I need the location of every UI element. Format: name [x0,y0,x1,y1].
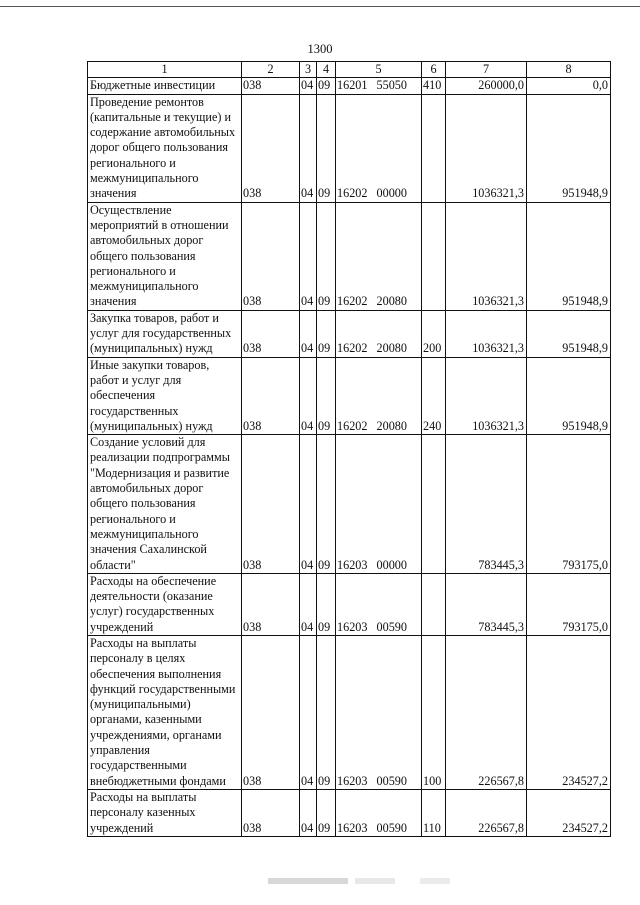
table-row [88,573,611,635]
target-code-cell: 16203 00590 [336,635,422,789]
subsection-code-cell: 09 [317,78,336,94]
ministry-code-cell: 038 [242,573,300,635]
header-cell: 6 [422,62,446,78]
scan-artifact [420,878,450,884]
target-code-cell: 16203 00590 [336,789,422,836]
item-name-cell: Расходы на выплаты персоналу казенных учреждений [88,789,242,836]
amount-year1-cell: 226567,8 [446,789,527,836]
target-code-cell: 16203 00590 [336,573,422,635]
section-code-cell: 04 [300,573,317,635]
amount-year1-cell: 783445,3 [446,435,527,574]
expense-type-cell [422,435,446,574]
header-cell: 4 [317,62,336,78]
item-name-cell: Закупка товаров, работ и услуг для государственных (муниципальных) нужд [88,310,242,357]
table-row [88,357,611,434]
header-cell: 2 [242,62,300,78]
ministry-code-cell: 038 [242,78,300,94]
amount-year1-cell: 226567,8 [446,635,527,789]
header-cell: 1 [88,62,242,78]
target-code-cell: 16202 20080 [336,310,422,357]
subsection-code-cell: 09 [317,435,336,574]
header-cell: 3 [300,62,317,78]
expense-type-cell [422,94,446,202]
table-row [88,635,611,789]
amount-year1-cell: 1036321,3 [446,357,527,434]
expense-type-cell [422,202,446,310]
budget-table [87,61,611,837]
ministry-code-cell: 038 [242,357,300,434]
header-cell: 8 [527,62,611,78]
amount-year1-cell: 260000,0 [446,78,527,94]
scan-artifact [268,878,348,884]
expense-type-cell: 100 [422,635,446,789]
amount-year1-cell: 1036321,3 [446,94,527,202]
section-code-cell: 04 [300,789,317,836]
subsection-code-cell: 09 [317,573,336,635]
expense-type-cell [422,573,446,635]
header-cell: 7 [446,62,527,78]
section-code-cell: 04 [300,78,317,94]
expense-type-cell: 240 [422,357,446,434]
amount-year2-cell: 234527,2 [527,635,611,789]
ministry-code-cell: 038 [242,94,300,202]
subsection-code-cell: 09 [317,635,336,789]
item-name-cell: Иные закупки товаров, работ и услуг для обеспечения государственных (муниципальных) нужд [88,357,242,434]
subsection-code-cell: 09 [317,94,336,202]
expense-type-cell: 110 [422,789,446,836]
target-code-cell: 16202 20080 [336,357,422,434]
amount-year1-cell: 1036321,3 [446,310,527,357]
ministry-code-cell: 038 [242,635,300,789]
table-row [88,78,611,94]
target-code-cell: 16202 00000 [336,94,422,202]
item-name-cell: Расходы на обеспечение деятельности (оказание услуг) государственных учреждений [88,573,242,635]
item-name-cell: Бюджетные инвестиции [88,78,242,94]
amount-year2-cell: 234527,2 [527,789,611,836]
amount-year2-cell: 0,0 [527,78,611,94]
section-code-cell: 04 [300,94,317,202]
target-code-cell: 16201 55050 [336,78,422,94]
amount-year2-cell: 951948,9 [527,94,611,202]
section-code-cell: 04 [300,357,317,434]
expense-type-cell: 410 [422,78,446,94]
subsection-code-cell: 09 [317,310,336,357]
section-code-cell: 04 [300,310,317,357]
ministry-code-cell: 038 [242,789,300,836]
item-name-cell: Осуществление мероприятий в отношении автомобильных дорог общего пользования регионального и межмуниципального значения [88,202,242,310]
target-code-cell: 16203 00000 [336,435,422,574]
ministry-code-cell: 038 [242,435,300,574]
amount-year2-cell: 793175,0 [527,573,611,635]
header-cell: 5 [336,62,422,78]
page-number: 1300 [307,42,333,56]
amount-year2-cell: 951948,9 [527,357,611,434]
item-name-cell: Проведение ремонтов (капитальные и текущие) и содержание автомобильных дорог общего пользования регионального и межмуниципального значения [88,94,242,202]
table-row [88,435,611,574]
amount-year1-cell: 1036321,3 [446,202,527,310]
amount-year1-cell: 783445,3 [446,573,527,635]
expense-type-cell: 200 [422,310,446,357]
subsection-code-cell: 09 [317,357,336,434]
ministry-code-cell: 038 [242,310,300,357]
amount-year2-cell: 951948,9 [527,310,611,357]
section-code-cell: 04 [300,202,317,310]
amount-year2-cell: 793175,0 [527,435,611,574]
table-row [88,94,611,202]
subsection-code-cell: 09 [317,202,336,310]
top-scan-border [0,6,640,7]
item-name-cell: Расходы на выплаты персоналу в целях обеспечения выполнения функций государственными (муниципальными) органами, казенными учреждениями, органами управления государственными внебюджетными фондами [88,635,242,789]
header-row [88,62,611,78]
subsection-code-cell: 09 [317,789,336,836]
table-row [88,310,611,357]
table-row [88,202,611,310]
section-code-cell: 04 [300,435,317,574]
amount-year2-cell: 951948,9 [527,202,611,310]
item-name-cell: Создание условий для реализации подпрограммы "Модернизация и развитие автомобильных дорог общего пользования регионального и межмуниципального значения Сахалинской области" [88,435,242,574]
scan-artifact [355,878,395,884]
ministry-code-cell: 038 [242,202,300,310]
table-row [88,789,611,836]
target-code-cell: 16202 20080 [336,202,422,310]
section-code-cell: 04 [300,635,317,789]
